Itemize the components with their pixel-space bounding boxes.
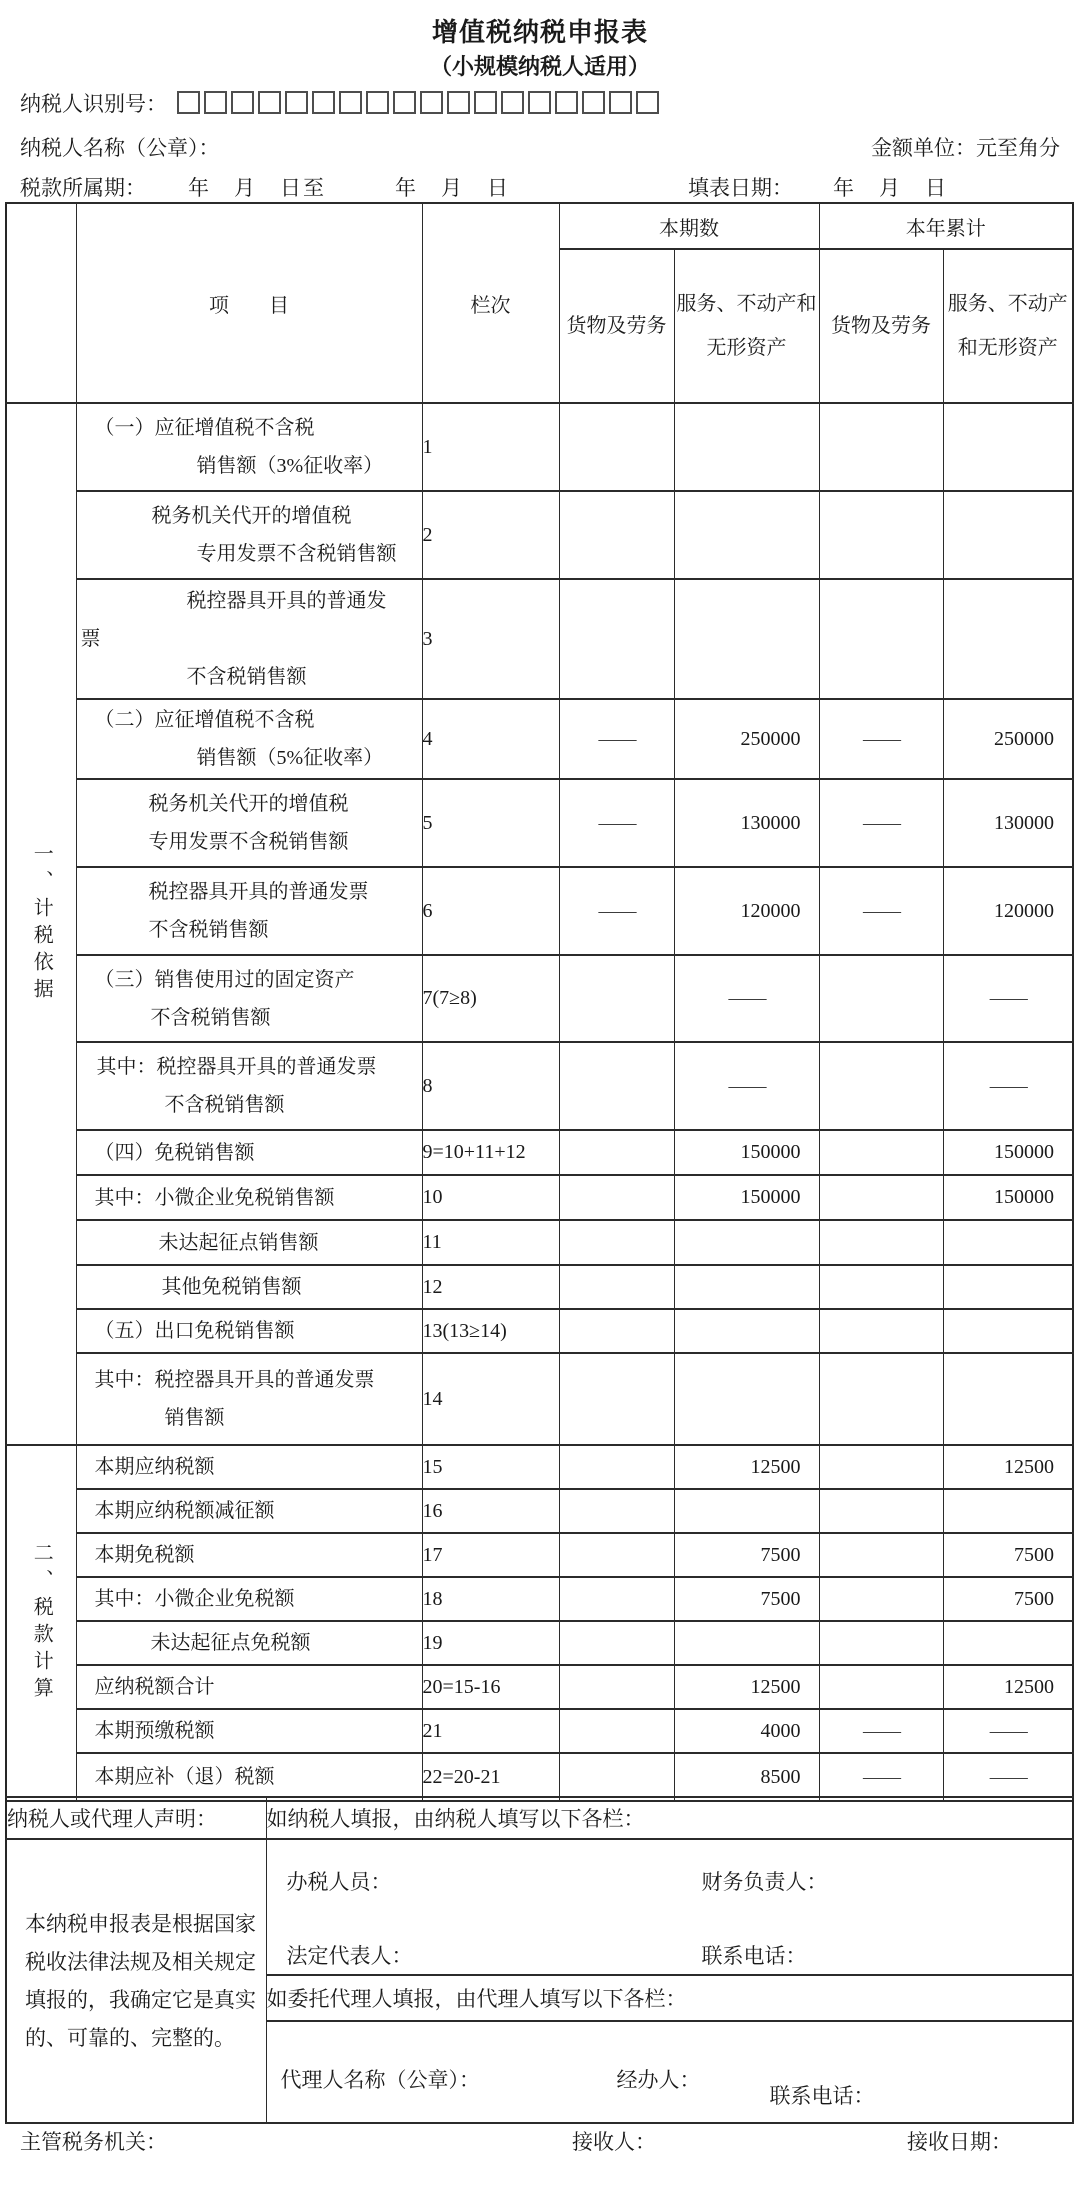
value-cell: —— [819, 1753, 943, 1801]
taxpayer-fill-note: 如纳税人填报，由纳税人填写以下各栏： [266, 1797, 1073, 1839]
value-cell [559, 1353, 674, 1445]
value-cell [674, 579, 819, 699]
table-row [6, 1621, 1073, 1665]
item-line: 应纳税额合计 [94, 1676, 215, 1698]
row-no-cell: 20=15-16 [422, 1665, 559, 1709]
tax-period-value: 年 月 日至 年 月 日 [188, 176, 510, 200]
value-cell [819, 1130, 943, 1175]
form-subtitle: （小规模纳税人适用） [429, 54, 650, 79]
statement-line: 的、可靠的、完整的。 [25, 2026, 235, 2050]
row-no-cell: 8 [422, 1042, 559, 1130]
item-line: 税控器具开具的普通发 [186, 590, 387, 612]
id-box [204, 91, 227, 114]
officers-cell [266, 1839, 1073, 1975]
value-cell [943, 1220, 1073, 1265]
item-line: 专用发票不含税销售额 [148, 831, 349, 853]
table-row [6, 1042, 1073, 1130]
item-cell [76, 1621, 422, 1665]
value-cell [943, 579, 1073, 699]
row-no-cell: 6 [422, 867, 559, 955]
table-header-group-row [6, 203, 1073, 249]
row-no-cell: 19 [422, 1621, 559, 1665]
item-line: （二）应征增值税不含税 [94, 709, 315, 731]
item-line: 本期预缴税额 [94, 1720, 215, 1742]
value-cell: 150000 [674, 1130, 819, 1175]
services-assets-header-ytd: 服务、不动产和无形资产 [943, 249, 1073, 403]
row-no-cell: 2 [422, 491, 559, 579]
agent-name-label: 代理人名称（公章）： [280, 2068, 480, 2092]
item-cell [76, 1709, 422, 1753]
item-line: 本期免税额 [94, 1544, 195, 1566]
id-box [555, 91, 578, 114]
value-cell: 7500 [674, 1577, 819, 1621]
value-cell: 130000 [943, 779, 1073, 867]
value-cell: 150000 [943, 1130, 1073, 1175]
value-cell [559, 1220, 674, 1265]
row-no-cell: 5 [422, 779, 559, 867]
row-no-cell: 12 [422, 1265, 559, 1309]
column-no-header: 栏次 [422, 203, 559, 403]
value-cell [559, 1309, 674, 1353]
value-cell [674, 1353, 819, 1445]
item-line: 不含税销售额 [148, 919, 269, 941]
value-cell [819, 1220, 943, 1265]
table-row [6, 699, 1073, 779]
value-cell: —— [819, 779, 943, 867]
table-section [6, 403, 1073, 1445]
table-row [6, 1665, 1073, 1709]
item-cell [76, 1175, 422, 1220]
item-cell [76, 867, 422, 955]
item-cell [76, 1665, 422, 1709]
value-cell: 12500 [674, 1445, 819, 1489]
value-cell [559, 1709, 674, 1753]
id-box [339, 91, 362, 114]
item-line: 其他免税销售额 [161, 1276, 302, 1298]
value-cell [943, 1309, 1073, 1353]
taxpayer-id-label: 纳税人识别号： [20, 92, 167, 116]
value-cell [559, 1175, 674, 1220]
id-box [258, 91, 281, 114]
statement-line: 税收法律法规及相关规定 [25, 1950, 256, 1974]
item-line: 不含税销售额 [150, 1006, 271, 1029]
id-box [285, 91, 308, 114]
id-box [501, 91, 524, 114]
table-row [6, 1489, 1073, 1533]
item-line: 税控器具开具的普通发票 [148, 881, 369, 903]
item-line: 未达起征点免税额 [150, 1632, 311, 1654]
value-cell [943, 1621, 1073, 1665]
table-row [6, 491, 1073, 579]
value-cell: 4000 [674, 1709, 819, 1753]
section-label [6, 403, 76, 1445]
value-cell: —— [819, 699, 943, 779]
id-box [582, 91, 605, 114]
value-cell [559, 1665, 674, 1709]
row-no-cell: 1 [422, 403, 559, 491]
value-cell [943, 403, 1073, 491]
id-box [420, 91, 443, 114]
id-box [636, 91, 659, 114]
value-cell [819, 1445, 943, 1489]
item-cell [76, 1265, 422, 1309]
value-cell: 150000 [674, 1175, 819, 1220]
value-cell [674, 1489, 819, 1533]
declaration-body-row [6, 1839, 1073, 1975]
value-cell: —— [559, 779, 674, 867]
table-row [6, 1533, 1073, 1577]
row-no-cell: 17 [422, 1533, 559, 1577]
table-row [6, 1175, 1073, 1220]
value-cell [559, 403, 674, 491]
value-cell [559, 1445, 674, 1489]
value-cell: 130000 [674, 779, 819, 867]
item-line: 其中：小微企业免税额 [94, 1588, 295, 1610]
item-cell [76, 1533, 422, 1577]
taxpayer-name-label: 纳税人名称（公章）： [20, 136, 220, 160]
value-cell: —— [559, 867, 674, 955]
value-cell [674, 403, 819, 491]
table-row [6, 1577, 1073, 1621]
value-cell [819, 1665, 943, 1709]
row-no-cell: 13(13≥14) [422, 1309, 559, 1353]
taxpayer-name-row [20, 132, 1060, 162]
statement-line: 填报的，我确定它是真实 [25, 1988, 256, 2012]
table-row [6, 1753, 1073, 1801]
value-cell [674, 1621, 819, 1665]
value-cell [559, 579, 674, 699]
row-no-cell: 7(7≥8) [422, 955, 559, 1042]
table-row [6, 1220, 1073, 1265]
value-cell: —— [819, 867, 943, 955]
row-no-cell: 11 [422, 1220, 559, 1265]
legal-rep-label: 法定代表人： [286, 1944, 413, 1968]
contact-phone-label: 联系电话： [701, 1944, 807, 1968]
value-cell [819, 1042, 943, 1130]
id-box [177, 91, 200, 114]
goods-services-header-current: 货物及劳务 [559, 249, 674, 403]
item-cell [76, 1309, 422, 1353]
tax-period-label: 税款所属期： [20, 176, 146, 200]
section-column-header [6, 203, 76, 403]
row-no-cell: 4 [422, 699, 559, 779]
item-line: 销售额（3%征收率） [196, 455, 384, 477]
value-cell [819, 1621, 943, 1665]
value-cell [819, 403, 943, 491]
table-row [6, 403, 1073, 491]
item-line: 本期应纳税额减征额 [94, 1500, 275, 1522]
year-to-date-header: 本年累计 [819, 203, 1073, 249]
item-line: 销售额（5%征收率） [196, 747, 384, 769]
value-cell: —— [943, 1709, 1073, 1753]
table-row [6, 955, 1073, 1042]
item-line: （四）免税销售额 [94, 1141, 255, 1164]
row-no-cell: 22=20-21 [422, 1753, 559, 1801]
table-row [6, 1309, 1073, 1353]
value-cell [559, 491, 674, 579]
item-line: 销售额 [164, 1407, 225, 1429]
value-cell [559, 955, 674, 1042]
value-cell [559, 1265, 674, 1309]
id-box [609, 91, 632, 114]
table-row [6, 1445, 1073, 1489]
value-cell: 250000 [674, 699, 819, 779]
item-cell [76, 699, 422, 779]
table-row [6, 1709, 1073, 1753]
value-cell [943, 491, 1073, 579]
table-row [6, 867, 1073, 955]
value-cell [674, 1220, 819, 1265]
value-cell: 120000 [674, 867, 819, 955]
id-box [474, 91, 497, 114]
value-cell [819, 491, 943, 579]
value-cell [559, 1621, 674, 1665]
value-cell: —— [943, 1042, 1073, 1130]
value-cell [559, 1130, 674, 1175]
value-cell [943, 1265, 1073, 1309]
value-cell: —— [943, 1753, 1073, 1801]
row-no-cell: 14 [422, 1353, 559, 1445]
id-box [528, 91, 551, 114]
item-cell [76, 1489, 422, 1533]
item-line: 本期应补（退）税额 [94, 1766, 275, 1788]
item-cell [76, 1130, 422, 1175]
statement-line: 本纳税申报表是根据国家 [25, 1912, 256, 1936]
item-cell [76, 1353, 422, 1445]
tax-period-row [20, 172, 1060, 202]
form-title: 增值税纳税申报表 [431, 18, 648, 47]
item-cell [76, 491, 422, 579]
item-cell [76, 403, 422, 491]
item-line: 未达起征点销售额 [158, 1231, 319, 1254]
item-cell [76, 1042, 422, 1130]
row-no-cell: 18 [422, 1577, 559, 1621]
item-cell [76, 579, 422, 699]
value-cell [559, 1753, 674, 1801]
agent-fill-note: 如委托代理人填报，由代理人填写以下各栏： [266, 1975, 1073, 2021]
officers-line-2 [267, 1940, 1073, 1970]
value-cell [674, 1265, 819, 1309]
tax-authority-label: 主管税务机关： [20, 2130, 167, 2154]
item-cell [76, 1220, 422, 1265]
finance-officer-label: 财务负责人： [701, 1870, 828, 1894]
id-box [231, 91, 254, 114]
value-cell [819, 579, 943, 699]
declaration-header-row [6, 1797, 1073, 1839]
fill-date-label: 填表日期： [688, 176, 793, 200]
item-line: 不含税销售额 [186, 666, 307, 688]
item-line: 其中：小微企业免税销售额 [94, 1186, 335, 1209]
item-line: 专用发票不含税销售额 [196, 543, 397, 565]
item-cell [76, 1445, 422, 1489]
value-cell [819, 1533, 943, 1577]
item-line: （三）销售使用过的固定资产 [94, 968, 355, 991]
value-cell [819, 1577, 943, 1621]
taxpayer-id-row [20, 88, 663, 120]
item-cell [76, 1577, 422, 1621]
section-label-text: 二、税款计算 [30, 1542, 53, 1704]
declaration-table [5, 1796, 1074, 2124]
receive-date-label: 接收日期： [907, 2130, 1012, 2154]
declaration-label: 纳税人或代理人声明： [6, 1797, 266, 1839]
officers-line-1 [267, 1866, 1073, 1896]
table-row [6, 579, 1073, 699]
id-box [393, 91, 416, 114]
value-cell [674, 491, 819, 579]
table-section [6, 1445, 1073, 1801]
item-line: 不含税销售额 [164, 1094, 285, 1116]
agent-phone-label: 联系电话： [769, 2084, 875, 2108]
current-period-header: 本期数 [559, 203, 819, 249]
item-line: 其中：税控器具开具的普通发票 [94, 1369, 375, 1391]
value-cell: 12500 [674, 1665, 819, 1709]
agent-cell [266, 2021, 1073, 2123]
value-cell: —— [819, 1709, 943, 1753]
row-no-cell: 9=10+11+12 [422, 1130, 559, 1175]
row-no-cell: 10 [422, 1175, 559, 1220]
amount-unit-label: 金额单位：元至角分 [871, 136, 1060, 160]
tax-officer-label: 办税人员： [286, 1870, 392, 1894]
id-box [366, 91, 389, 114]
declaration-statement [6, 1839, 266, 2123]
item-line: 税务机关代开的增值税 [148, 793, 349, 815]
value-cell [819, 1353, 943, 1445]
item-line: 本期应纳税额 [94, 1456, 215, 1478]
receiver-label: 接收人： [572, 2130, 656, 2154]
value-cell: 120000 [943, 867, 1073, 955]
item-header: 项 目 [76, 203, 422, 403]
fill-date-value: 年 月 日 [833, 176, 948, 200]
row-no-cell: 3 [422, 579, 559, 699]
value-cell: —— [674, 955, 819, 1042]
value-cell: 7500 [674, 1533, 819, 1577]
vat-main-table [5, 202, 1074, 1802]
id-box [447, 91, 470, 114]
table-row [6, 779, 1073, 867]
item-cell [76, 779, 422, 867]
value-cell [943, 1353, 1073, 1445]
value-cell: 12500 [943, 1445, 1073, 1489]
value-cell: 7500 [943, 1577, 1073, 1621]
table-row [6, 1265, 1073, 1309]
value-cell: 8500 [674, 1753, 819, 1801]
value-cell [819, 1309, 943, 1353]
item-cell [76, 955, 422, 1042]
value-cell: 7500 [943, 1533, 1073, 1577]
item-cell [76, 1753, 422, 1801]
value-cell [559, 1577, 674, 1621]
table-row [6, 1353, 1073, 1445]
item-line: （一）应征增值税不含税 [94, 417, 315, 439]
item-line: 税务机关代开的增值税 [151, 505, 352, 527]
value-cell: —— [559, 699, 674, 779]
value-cell [674, 1309, 819, 1353]
fill-date-group [688, 172, 948, 202]
taxpayer-id-boxes [177, 91, 663, 120]
item-line: 票 [80, 628, 101, 650]
value-cell [819, 1489, 943, 1533]
id-box [312, 91, 335, 114]
row-no-cell: 21 [422, 1709, 559, 1753]
section-label [6, 1445, 76, 1801]
item-line: 其中：税控器具开具的普通发票 [96, 1056, 377, 1078]
item-line: （五）出口免税销售额 [94, 1320, 295, 1342]
goods-services-header-ytd: 货物及劳务 [819, 249, 943, 403]
value-cell [819, 955, 943, 1042]
section-label-text: 一、计税依据 [30, 843, 53, 1005]
row-no-cell: 16 [422, 1489, 559, 1533]
value-cell: 12500 [943, 1665, 1073, 1709]
agent-line [267, 2050, 1073, 2094]
services-assets-header-current: 服务、不动产和无形资产 [674, 249, 819, 403]
value-cell [943, 1489, 1073, 1533]
value-cell [559, 1489, 674, 1533]
value-cell: —— [674, 1042, 819, 1130]
value-cell: 150000 [943, 1175, 1073, 1220]
value-cell: —— [943, 955, 1073, 1042]
handler-label: 经办人： [616, 2068, 701, 2092]
value-cell [819, 1175, 943, 1220]
value-cell: 250000 [943, 699, 1073, 779]
form-footer [5, 2126, 1072, 2166]
value-cell [819, 1265, 943, 1309]
table-row [6, 1130, 1073, 1175]
value-cell [559, 1042, 674, 1130]
row-no-cell: 15 [422, 1445, 559, 1489]
value-cell [559, 1533, 674, 1577]
